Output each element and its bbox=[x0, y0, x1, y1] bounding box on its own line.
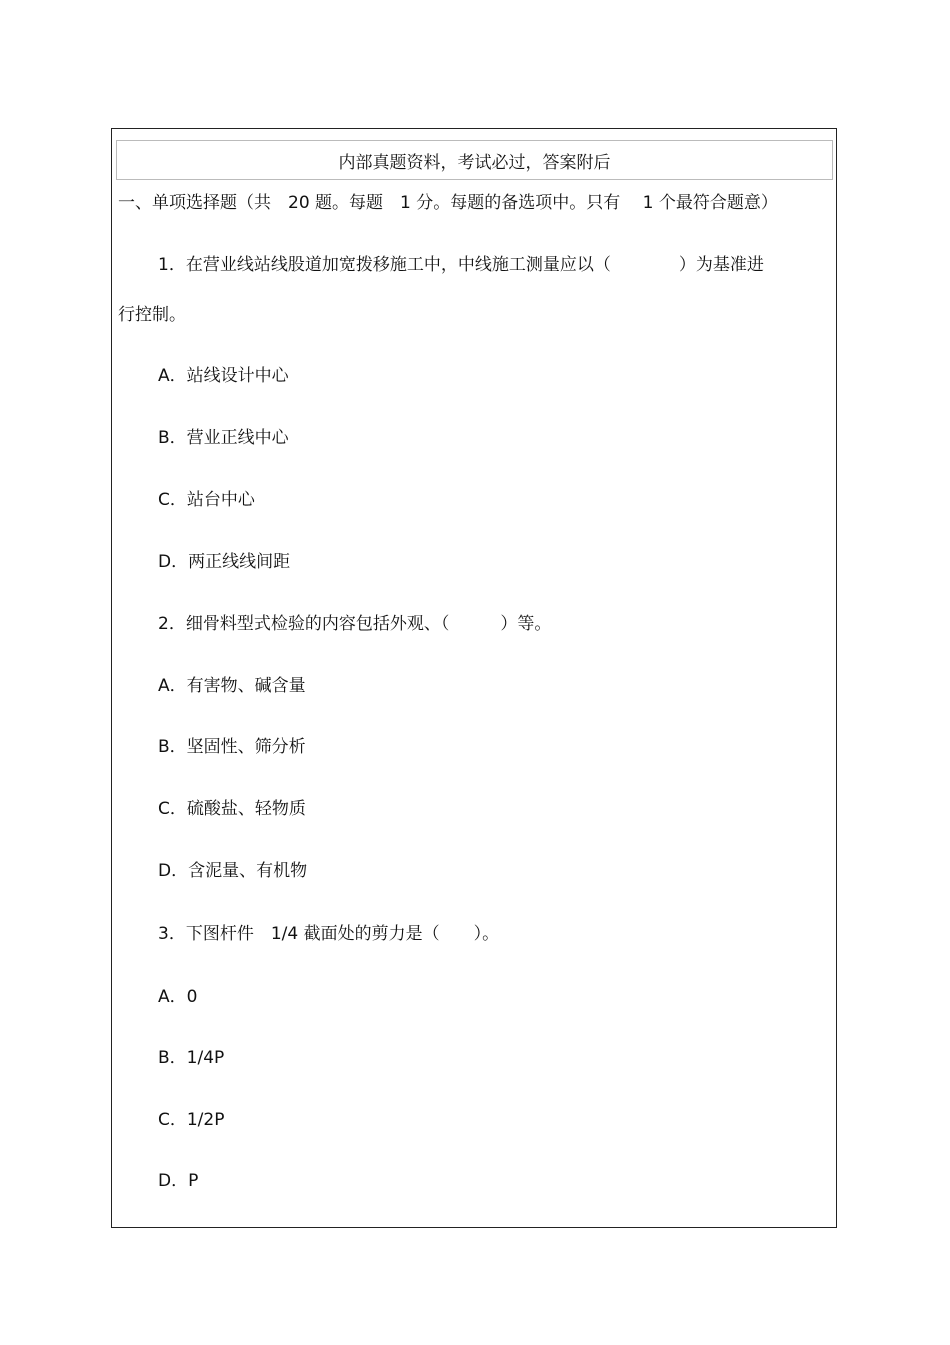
question-3-stem: 3．下图杆件 1/4 截面处的剪力是（ ）。 bbox=[158, 924, 500, 944]
question-1-option-b: B．营业正线中心 bbox=[158, 428, 289, 448]
question-3-option-b: B．1/4P bbox=[158, 1048, 225, 1068]
question-1-option-c: C．站台中心 bbox=[158, 490, 255, 510]
header-title: 内部真题资料，考试必过，答案附后 bbox=[338, 152, 611, 173]
document-header bbox=[116, 140, 833, 180]
question-2-stem: 2．细骨料型式检验的内容包括外观、（ ）等。 bbox=[158, 614, 552, 634]
question-3-option-a: A．0 bbox=[158, 987, 198, 1007]
question-1-stem-continued: 行控制。 bbox=[118, 305, 186, 325]
question-1-stem: 1．在营业线站线股道加宽拨移施工中，中线施工测量应以（ ）为基准进 bbox=[158, 255, 764, 275]
question-2-option-b: B．坚固性、筛分析 bbox=[158, 737, 306, 757]
section-title: 一、单项选择题（共 20 题。每题 1 分。每题的备选项中。只有 1 个最符合题意） bbox=[118, 193, 778, 213]
question-2-option-a: A．有害物、碱含量 bbox=[158, 676, 306, 696]
question-2-option-c: C．硫酸盐、轻物质 bbox=[158, 799, 306, 819]
question-1-option-d: D．两正线线间距 bbox=[158, 552, 291, 572]
question-1-option-a: A．站线设计中心 bbox=[158, 366, 289, 386]
question-3-option-c: C．1/2P bbox=[158, 1110, 225, 1130]
question-3-option-d: D．P bbox=[158, 1171, 199, 1191]
question-2-option-d: D．含泥量、有机物 bbox=[158, 861, 308, 881]
